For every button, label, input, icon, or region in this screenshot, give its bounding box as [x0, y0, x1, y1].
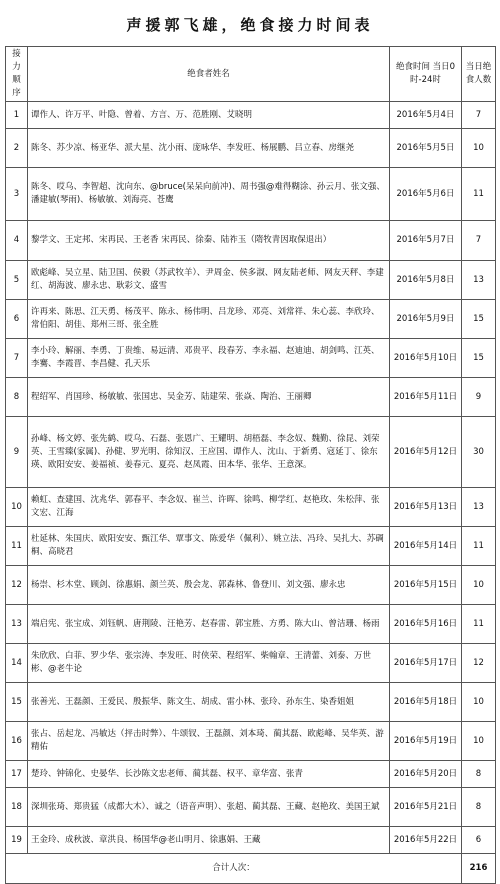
table-row — [6, 221, 496, 261]
row-names: 陈冬、苏少凉、杨亚华、派大星、沈小雨、庞咏华、李发旺、杨展鹏、吕立春、房继尧 — [28, 129, 390, 168]
row-number: 18 — [6, 788, 28, 827]
header-time: 绝食时间 当日0时-24时 — [390, 47, 462, 102]
row-names: 端启宪、张宝成、刘钰帆、唐荆陵、汪艳芳、赵春雷、郭宝胜、方勇、陈大山、曾洁珊、杨雨 — [28, 605, 390, 644]
total-value: 216 — [462, 854, 496, 884]
table-row — [6, 168, 496, 221]
row-names: 楚玲、钟锦化、史晏华、长沙陈文忠老师、蔺其磊、权平、章华富、张青 — [28, 761, 390, 788]
row-number: 2 — [6, 129, 28, 168]
table-row — [6, 761, 496, 788]
row-names: 王金玲、成秋波、章洪良、杨国华@老山明月、徐惠娟、王藏 — [28, 827, 390, 854]
row-date: 2016年5月20日 — [390, 761, 462, 788]
row-number: 3 — [6, 168, 28, 221]
row-number: 15 — [6, 683, 28, 722]
table-header-row — [6, 47, 496, 102]
header-names: 绝食者姓名 — [28, 47, 390, 102]
row-number: 16 — [6, 722, 28, 761]
row-names: 深圳张琦、郑贵猛（成都大木）、诚之（语音声明）、张超、蔺其磊、王藏、赵艳玫、美国王斌 — [28, 788, 390, 827]
table-row — [6, 566, 496, 605]
table-row — [6, 488, 496, 527]
row-number: 7 — [6, 339, 28, 378]
row-names: 欧彪峰、吴立星、陆卫国、侯毅（苏武牧羊）、尹周金、侯多淑、网友陆老师、网友天秤、李建红、胡海波、廖永忠、耿彩文、盛雪 — [28, 261, 390, 300]
row-names: 张占、岳起龙、冯敏达（抨击时弊）、牛颂钗、王磊颜、刘本琦、蔺其磊、欧彪峰、吴华英、游精佑 — [28, 722, 390, 761]
table-row — [6, 683, 496, 722]
table-row — [6, 300, 496, 339]
row-names: 赖虹、查建国、沈兆华、郭春平、李念奴、崔兰、许晖、徐鸣、柳学红、赵艳玫、朱松萍、张文宏、江海 — [28, 488, 390, 527]
table-row — [6, 417, 496, 488]
row-date: 2016年5月12日 — [390, 417, 462, 488]
row-number: 14 — [6, 644, 28, 683]
row-names: 陈冬、哎乌、李智超、沈向东、@bruce(呆呆向前冲)、周书强@难得糊涂、孙云月、张文强、潘建敏(琴雨)、杨敏敏、刘海亮、苍鹰 — [28, 168, 390, 221]
row-date: 2016年5月21日 — [390, 788, 462, 827]
row-date: 2016年5月5日 — [390, 129, 462, 168]
row-date: 2016年5月17日 — [390, 644, 462, 683]
row-number: 1 — [6, 102, 28, 129]
row-names: 杨崇、杉木堂、顾剑、徐惠娟、颜兰英、殷会龙、郭森林、鲁登川、刘文强、廖永忠 — [28, 566, 390, 605]
row-date: 2016年5月16日 — [390, 605, 462, 644]
row-date: 2016年5月10日 — [390, 339, 462, 378]
row-count: 6 — [462, 827, 496, 854]
row-count: 12 — [462, 644, 496, 683]
row-number: 6 — [6, 300, 28, 339]
row-names: 谭作人、许万平、叶隐、曾着、方言、万、范胜刚、艾晓明 — [28, 102, 390, 129]
table-row — [6, 102, 496, 129]
row-number: 11 — [6, 527, 28, 566]
row-count: 11 — [462, 527, 496, 566]
table-row — [6, 644, 496, 683]
total-row — [6, 854, 496, 884]
row-number: 19 — [6, 827, 28, 854]
row-names: 黎学文、王定邦、宋再民、王老香 宋再民、徐秦、陆祚玉（隋牧青因取保退出） — [28, 221, 390, 261]
row-date: 2016年5月7日 — [390, 221, 462, 261]
row-date: 2016年5月6日 — [390, 168, 462, 221]
row-count: 8 — [462, 788, 496, 827]
row-names: 孙峰、杨文婷、张先鹤、哎乌、石磊、张恩广、王耀明、胡梧磊、李念奴、魏勤、徐昆、刘荣英、王雪臻(家属)、孙健、罗光明、徐知汉、王应国、谭作人、沈山、于新勇、寇延丁、徐东瑛、欧阳安安、姜福祯、姜春元、夏亮、赵凤霞、田本华、张华、王意深。 — [28, 417, 390, 488]
row-date: 2016年5月13日 — [390, 488, 462, 527]
table-row — [6, 788, 496, 827]
table-row — [6, 129, 496, 168]
table-row — [6, 605, 496, 644]
row-number: 5 — [6, 261, 28, 300]
row-number: 17 — [6, 761, 28, 788]
table-row — [6, 378, 496, 417]
row-count: 9 — [462, 378, 496, 417]
row-number: 4 — [6, 221, 28, 261]
row-date: 2016年5月8日 — [390, 261, 462, 300]
row-names: 程绍军、肖国珍、杨敏敏、张国忠、吴金芳、陆建荣、张焱、陶治、王丽卿 — [28, 378, 390, 417]
row-count: 13 — [462, 488, 496, 527]
row-names: 朱欣欣、白菲、罗少华、张宗涛、李发旺、时侠荣、程绍军、柴翰章、王清蕾、刘泰、万世彬、@老牛论 — [28, 644, 390, 683]
row-count: 8 — [462, 761, 496, 788]
row-count: 10 — [462, 722, 496, 761]
row-count: 11 — [462, 168, 496, 221]
row-count: 13 — [462, 261, 496, 300]
row-date: 2016年5月15日 — [390, 566, 462, 605]
row-number: 10 — [6, 488, 28, 527]
row-number: 9 — [6, 417, 28, 488]
row-date: 2016年5月14日 — [390, 527, 462, 566]
row-number: 12 — [6, 566, 28, 605]
row-number: 8 — [6, 378, 28, 417]
row-count: 7 — [462, 102, 496, 129]
row-count: 11 — [462, 605, 496, 644]
table-row — [6, 261, 496, 300]
row-date: 2016年5月19日 — [390, 722, 462, 761]
row-date: 2016年5月18日 — [390, 683, 462, 722]
row-count: 7 — [462, 221, 496, 261]
table-row — [6, 527, 496, 566]
row-number: 13 — [6, 605, 28, 644]
table-row — [6, 339, 496, 378]
total-label: 合计人次： — [6, 854, 462, 884]
relay-schedule-table — [5, 46, 496, 884]
row-count: 15 — [462, 339, 496, 378]
header-order: 接力顺序 — [6, 47, 28, 102]
row-names: 张善光、王磊颜、王爱民、殷振华、陈文生、胡成、雷小林、张玲、孙东生、染香姐姐 — [28, 683, 390, 722]
row-count: 10 — [462, 129, 496, 168]
row-count: 15 — [462, 300, 496, 339]
row-count: 10 — [462, 566, 496, 605]
row-names: 李小玲、解丽、李勇、丁贵维、易远清、邓贵平、段春芳、李永福、赵迪迪、胡剑鸣、江英、李騫、李霞晋、李昌健、孔天乐 — [28, 339, 390, 378]
header-count: 当日绝食人数 — [462, 47, 496, 102]
row-date: 2016年5月4日 — [390, 102, 462, 129]
row-count: 10 — [462, 683, 496, 722]
row-date: 2016年5月22日 — [390, 827, 462, 854]
row-date: 2016年5月9日 — [390, 300, 462, 339]
row-date: 2016年5月11日 — [390, 378, 462, 417]
table-row — [6, 722, 496, 761]
page-title: 声援郭飞雄，绝食接力时间表 — [126, 16, 374, 34]
row-names: 杜延林、朱国庆、欧阳安安、甄江华、覃事文、陈爱华（佩利）、姚立法、冯玲、吴扎大、苏碉桐、高晓君 — [28, 527, 390, 566]
table-row — [6, 827, 496, 854]
row-names: 许再来、陈思、江天勇、杨茂平、陈永、杨伟明、吕龙珍、邓亮、刘常祥、朱心蕊、李欣玲、常伯阳、胡佳、郑州三哥、张全胜 — [28, 300, 390, 339]
row-count: 30 — [462, 417, 496, 488]
